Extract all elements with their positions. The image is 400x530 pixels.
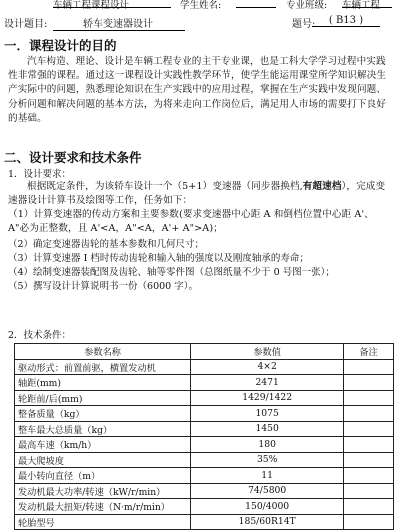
table-row xyxy=(15,421,394,437)
spec-value: 4×2 xyxy=(191,359,344,375)
requirements-intro xyxy=(8,180,388,208)
top-strip-item-3: 专业班级: xyxy=(286,0,328,11)
top-strip-item-1: 车辆工程课程设计 xyxy=(53,0,171,8)
spec-header-note: 备注 xyxy=(344,344,394,360)
section1-heading: 一．课程设计的目的 xyxy=(4,38,117,53)
requirement-item-2: （2）确定变速器齿轮的基本参数和几何尺寸； xyxy=(8,239,205,250)
spec-note xyxy=(344,406,394,422)
spec-value: 11 xyxy=(191,468,344,484)
spec-name: 整车最大总质量（kg） xyxy=(15,421,191,437)
design-topic-row xyxy=(0,15,400,29)
topic-number-label: 题号: xyxy=(292,19,316,30)
spec-name: 发动机最大扭矩/转速（N·m/r/min） xyxy=(15,499,191,515)
section2-heading: 二、设计要求和技术条件 xyxy=(4,150,142,165)
spec-value: 1075 xyxy=(191,406,344,422)
table-row xyxy=(15,375,394,391)
table-row xyxy=(15,483,394,499)
table-row xyxy=(15,514,394,530)
requirement-item-1: （1）计算变速器的传动方案和主要参数(要求变速器中心距 A 和倒档位置中心距 A'、A"必为正整数，且 A'<A，A"<A，A'+ A">A)； xyxy=(8,209,374,235)
spec-value: 185/60R14T xyxy=(191,514,344,530)
table-row xyxy=(15,390,394,406)
spec-value: 1450 xyxy=(191,421,344,437)
top-strip-item-2: 学生姓名: xyxy=(180,0,222,11)
top-strip-item-4: 车辆工程 xyxy=(342,0,392,8)
spec-note xyxy=(344,437,394,453)
spec-header-value: 参数值 xyxy=(191,344,344,360)
section1-paragraph: 汽车构造、理论、设计是车辆工程专业的主干专业课，也是工科大学学习过程中实践性非常强的课程。通过这一课程设计实践性教学环节，使学生能运用课堂所学知识解决生产实际中的问题，熟悉理论知识在生产实践中的应用过程，掌握在生产实践中发现问题、分析问题和解决问题的基本方法，为将来走向工作岗位后，满足用人市场的需要打下良好的基础。 xyxy=(8,56,387,124)
spec-note xyxy=(344,421,394,437)
spec-value: 35% xyxy=(191,452,344,468)
spec-name: 发动机最大功率/转速（kW/r/min） xyxy=(15,483,191,499)
spec-name: 最小转向直径（m） xyxy=(15,468,191,484)
design-topic-label: 设计题目: xyxy=(4,19,48,30)
spec-name: 轮胎型号 xyxy=(15,514,191,530)
topic-number-value: ( B13 ) xyxy=(312,15,380,27)
tech-conditions-title: 2．技术条件： xyxy=(8,330,72,341)
spec-note xyxy=(344,375,394,391)
spec-name: 轮距前/后(mm) xyxy=(15,390,191,406)
spec-value: 180 xyxy=(191,437,344,453)
spec-name: 整备质量（kg） xyxy=(15,406,191,422)
requirement-item-3: （3）计算变速器 I 档时传动齿轮和输入轴的强度以及刚度轴承的寿命； xyxy=(8,253,309,264)
table-row xyxy=(15,499,394,515)
spec-name: 驱动形式：前置前驱，横置发动机 xyxy=(15,359,191,375)
spec-name: 最高车速（km/h） xyxy=(15,437,191,453)
design-topic-value: 轿车变速器设计 xyxy=(53,15,185,31)
overdrive-emphasis: 有超速档 xyxy=(302,181,342,192)
requirements-title: 1．设计要求： xyxy=(8,169,72,180)
table-row xyxy=(15,452,394,468)
spec-note xyxy=(344,468,394,484)
top-strip-blank xyxy=(236,0,276,8)
requirements-intro-part-c: ），完成变速器设计计算书及绘图等工作，任务如下： xyxy=(8,181,386,207)
spec-table xyxy=(14,343,394,530)
table-row xyxy=(15,359,394,375)
spec-note xyxy=(344,390,394,406)
spec-value: 2471 xyxy=(191,375,344,391)
spec-value: 150/4000 xyxy=(191,499,344,515)
spec-note xyxy=(344,499,394,515)
table-row xyxy=(15,468,394,484)
spec-table-header-row xyxy=(15,344,394,360)
spec-name: 最大爬坡度 xyxy=(15,452,191,468)
spec-note xyxy=(344,359,394,375)
top-strip xyxy=(0,0,400,9)
table-row xyxy=(15,406,394,422)
spec-value: 74/5800 xyxy=(191,483,344,499)
spec-header-name: 参数名称 xyxy=(15,344,191,360)
spec-note xyxy=(344,483,394,499)
requirements-intro-part-a: 根据既定条件，为该轿车设计一个（5+1）变速器（同步器换档, xyxy=(27,181,303,192)
table-row xyxy=(15,437,394,453)
spec-value: 1429/1422 xyxy=(191,390,344,406)
spec-note xyxy=(344,514,394,530)
requirement-item-5: （5）撰写设计计算说明书一份（6000 字）。 xyxy=(8,281,198,292)
spec-note xyxy=(344,452,394,468)
spec-name: 轴距(mm) xyxy=(15,375,191,391)
requirement-item-4: （4）绘制变速器装配图及齿轮、轴等零件图（总图纸量不少于 0 号图一张）； xyxy=(8,267,335,278)
